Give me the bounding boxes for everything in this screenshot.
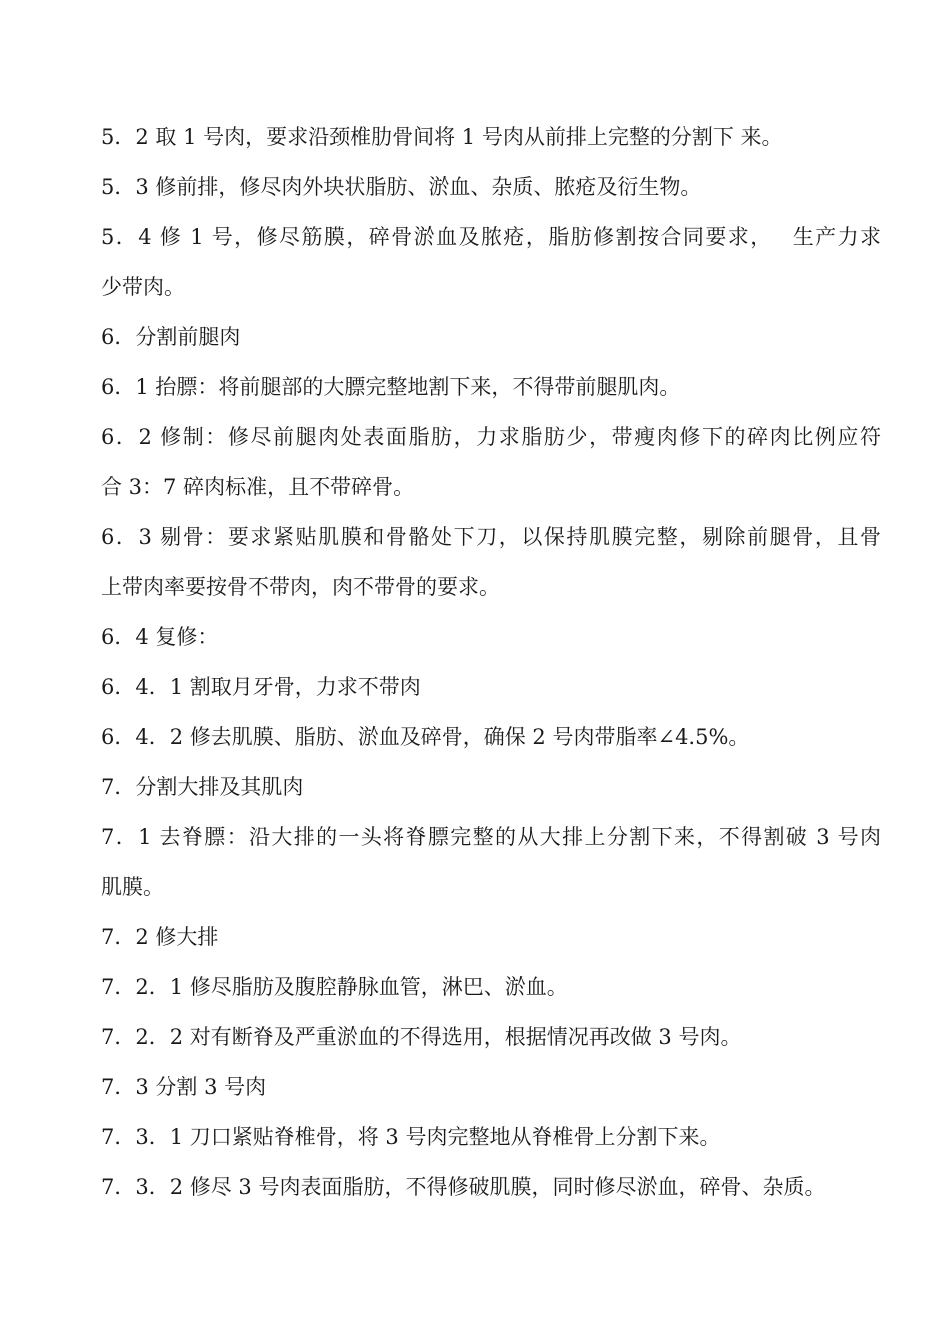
section-heading: 7．分割大排及其肌肉 [101,775,304,799]
text-line: 6．4．2 修去肌膜、脂肪、淤血及碎骨，确保 2 号肉带脂率∠4.5%。 [101,725,750,749]
text-line: 6．4 复修： [101,625,219,649]
text-line: 7．3 分割 3 号肉 [101,1075,267,1099]
text-line: 7．2．1 修尽脂肪及腹腔静脉血管，淋巴、淤血。 [101,975,568,999]
text-line: 6．2 修制：修尽前腿肉处表面脂肪，力求脂肪少，带瘦肉修下的碎肉比例应符 [101,425,881,449]
text-line: 6．4．1 割取月牙骨，力求不带肉 [101,675,421,699]
text-line: 6．1 抬膘：将前腿部的大膘完整地割下来，不得带前腿肌肉。 [101,375,681,399]
text-line: 7．2 修大排 [101,925,219,949]
text-line: 7．1 去脊膘：沿大排的一头将脊膘完整的从大排上分割下来，不得割破 3 号肉 [101,825,881,849]
text-line: 合 3：7 碎肉标准，且不带碎骨。 [101,475,415,499]
text-line: 7．3．2 修尽 3 号肉表面脂肪，不得修破肌膜，同时修尽淤血，碎骨、杂质。 [101,1175,826,1199]
text-line: 5．3 修前排，修尽肉外块状脂肪、淤血、杂质、脓疮及衍生物。 [101,175,702,199]
text-line: 7．3．1 刀口紧贴脊椎骨，将 3 号肉完整地从脊椎骨上分割下来。 [101,1125,721,1149]
text-line: 5．4 修 1 号，修尽筋膜，碎骨淤血及脓疮，脂肪修割按合同要求， 生产力求 [101,225,881,249]
text-line: 上带肉率要按骨不带肉，肉不带骨的要求。 [101,575,500,599]
text-line: 肌膜。 [101,875,164,899]
text-line: 少带肉。 [101,275,185,299]
text-line: 5．2 取 1 号肉，要求沿颈椎肋骨间将 1 号肉从前排上完整的分割下 来。 [101,125,783,149]
section-heading: 6．分割前腿肉 [101,325,241,349]
text-line: 6．3 剔骨：要求紧贴肌膜和骨骼处下刀，以保持肌膜完整，剔除前腿骨，且骨 [101,525,881,549]
text-line: 7．2．2 对有断脊及严重淤血的不得选用，根据情况再改做 3 号肉。 [101,1025,742,1049]
